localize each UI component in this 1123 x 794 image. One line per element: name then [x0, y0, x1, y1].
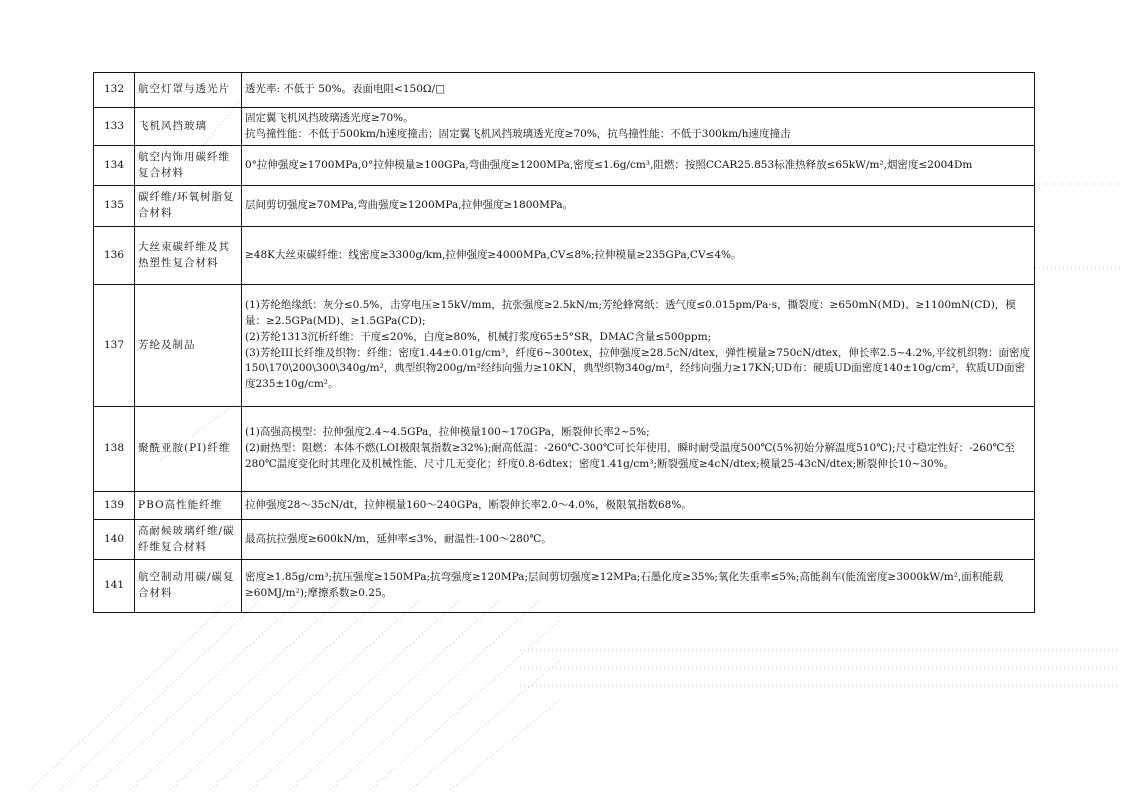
spec-line: 层间剪切强度≥70MPa,弯曲强度≥1200MPa,拉伸强度≥1800MPa。	[245, 199, 574, 212]
table-row	[94, 73, 1035, 108]
table-row	[94, 285, 1035, 407]
table-row	[94, 186, 1035, 227]
spec-line: (3)芳纶III长纤维及织物：纤维：密度1.44±0.01g/cm³，纤度6~300tex，拉伸强度≥28.5cN/dtex，弹性模量≥750cN/dtex，伸长率2.5~4.2%,平纹机织物：面密度150\170\200\300\340g/m²，典型织物200g/m²经纬向强力≥10KN，典型织物340g/m²，经纬向强力≥17KN;UD布：硬质UD面密度140±10g/cm²，软质UD面密度235±10g/cm²。	[245, 346, 1030, 390]
product-name: 芳纶及制品	[135, 285, 242, 407]
product-name: PBO高性能纤维	[135, 492, 242, 520]
row-number: 132	[94, 73, 135, 108]
spec-line: (2)耐热型：阻燃：本体不燃(LOI极限氧指数≥32%);耐高低温：-260℃-300℃可长年使用，瞬时耐受温度500℃(5%初始分解温度510℃);尺寸稳定性好：-260℃至280℃温度变化时其理化及机械性能、尺寸几无变化；纤度0.8-6dtex；密度1.41g/cm³;断裂强度≥4cN/dtex;模量25-43cN/dtex;断裂伸长10~30%。	[245, 442, 1015, 470]
row-number: 133	[94, 108, 135, 146]
row-number: 134	[94, 146, 135, 186]
product-spec	[242, 285, 1035, 407]
product-spec	[242, 108, 1035, 146]
table-row	[94, 492, 1035, 520]
table-row	[94, 407, 1035, 492]
product-spec	[242, 146, 1035, 186]
product-name: 高耐候玻璃纤维/碳纤维复合材料	[135, 520, 242, 560]
row-number: 136	[94, 227, 135, 285]
table-row	[94, 146, 1035, 186]
product-spec	[242, 407, 1035, 492]
table-row	[94, 108, 1035, 146]
product-spec	[242, 227, 1035, 285]
row-number: 139	[94, 492, 135, 520]
table-row	[94, 227, 1035, 285]
spec-line: 最高抗拉强度≥600kN/m，延伸率≤3%，耐温性-100～280℃。	[245, 532, 552, 545]
row-number: 135	[94, 186, 135, 227]
product-name: 碳纤维/环氧树脂复合材料	[135, 186, 242, 227]
product-name: 聚酰亚胺(PI)纤维	[135, 407, 242, 492]
spec-line: (2)芳纶1313沉析纤维：干度≤20%，白度≥80%，机械打浆度65±5°SR，DMAC含量≤500ppm;	[245, 330, 712, 343]
product-name: 航空制动用碳/碳复合材料	[135, 560, 242, 613]
product-spec	[242, 492, 1035, 520]
product-name: 大丝束碳纤维及其热塑性复合材料	[135, 227, 242, 285]
table-row	[94, 520, 1035, 560]
row-number: 138	[94, 407, 135, 492]
product-spec	[242, 186, 1035, 227]
spec-line: 透光率: 不低于 50%。表面电阻<150Ω/□	[245, 83, 446, 96]
spec-line: (1)芳纶绝缘纸：灰分≤0.5%，击穿电压≥15kV/mm，抗张强度≥2.5kN/m;芳纶蜂窝纸：透气度≤0.015pm/Pa·s，撕裂度：≥650mN(MD)、≥1100mN(CD)，模量：≥2.5GPa(MD)、≥1.5GPa(CD);	[245, 299, 1016, 327]
spec-line: 密度≥1.85g/cm³;抗压强度≥150MPa;抗弯强度≥120MPa;层间剪切强度≥12MPa;石墨化度≥35%;氧化失重率≤5%;高能刹车(能流密度≥3000kW/m²,面积能载≥60MJ/m²);摩擦系数≥0.25。	[245, 571, 1004, 599]
product-spec	[242, 520, 1035, 560]
row-number: 141	[94, 560, 135, 613]
spec-line: ≥48K大丝束碳纤维：线密度≥3300g/km,拉伸强度≥4000MPa,CV≤8%;拉伸模量≥235GPa,CV≤4%。	[245, 248, 742, 261]
spec-line: (1)高强高模型：拉伸强度2.4~4.5GPa，拉伸模量100~170GPa，断裂伸长率2~5%;	[245, 426, 650, 439]
product-name: 飞机风挡玻璃	[135, 108, 242, 146]
spec-line: 抗鸟撞性能：不低于500km/h速度撞击；固定翼飞机风挡玻璃透光度≥70%，抗鸟撞性能：不低于300km/h速度撞击	[245, 127, 791, 140]
spec-line: 0°拉伸强度≥1700MPa,0°拉伸模量≥100GPa,弯曲强度≥1200MPa,密度≤1.6g/cm³,阻燃：按照CCAR25.853标准热释放≤65kW/m²,烟密度≤2004Dm	[245, 158, 973, 171]
spec-table	[93, 72, 1035, 613]
product-spec	[242, 73, 1035, 108]
product-spec	[242, 560, 1035, 613]
product-name: 航空内饰用碳纤维复合材料	[135, 146, 242, 186]
spec-line: 拉伸强度28～35cN/dt，拉伸模量160～240GPa，断裂伸长率2.0～4.0%，极限氧指数68%。	[245, 498, 692, 511]
row-number: 137	[94, 285, 135, 407]
product-name: 航空灯罩与透光片	[135, 73, 242, 108]
table-row	[94, 560, 1035, 613]
row-number: 140	[94, 520, 135, 560]
spec-line: 固定翼飞机风挡玻璃透光度≥70%。	[245, 111, 414, 124]
